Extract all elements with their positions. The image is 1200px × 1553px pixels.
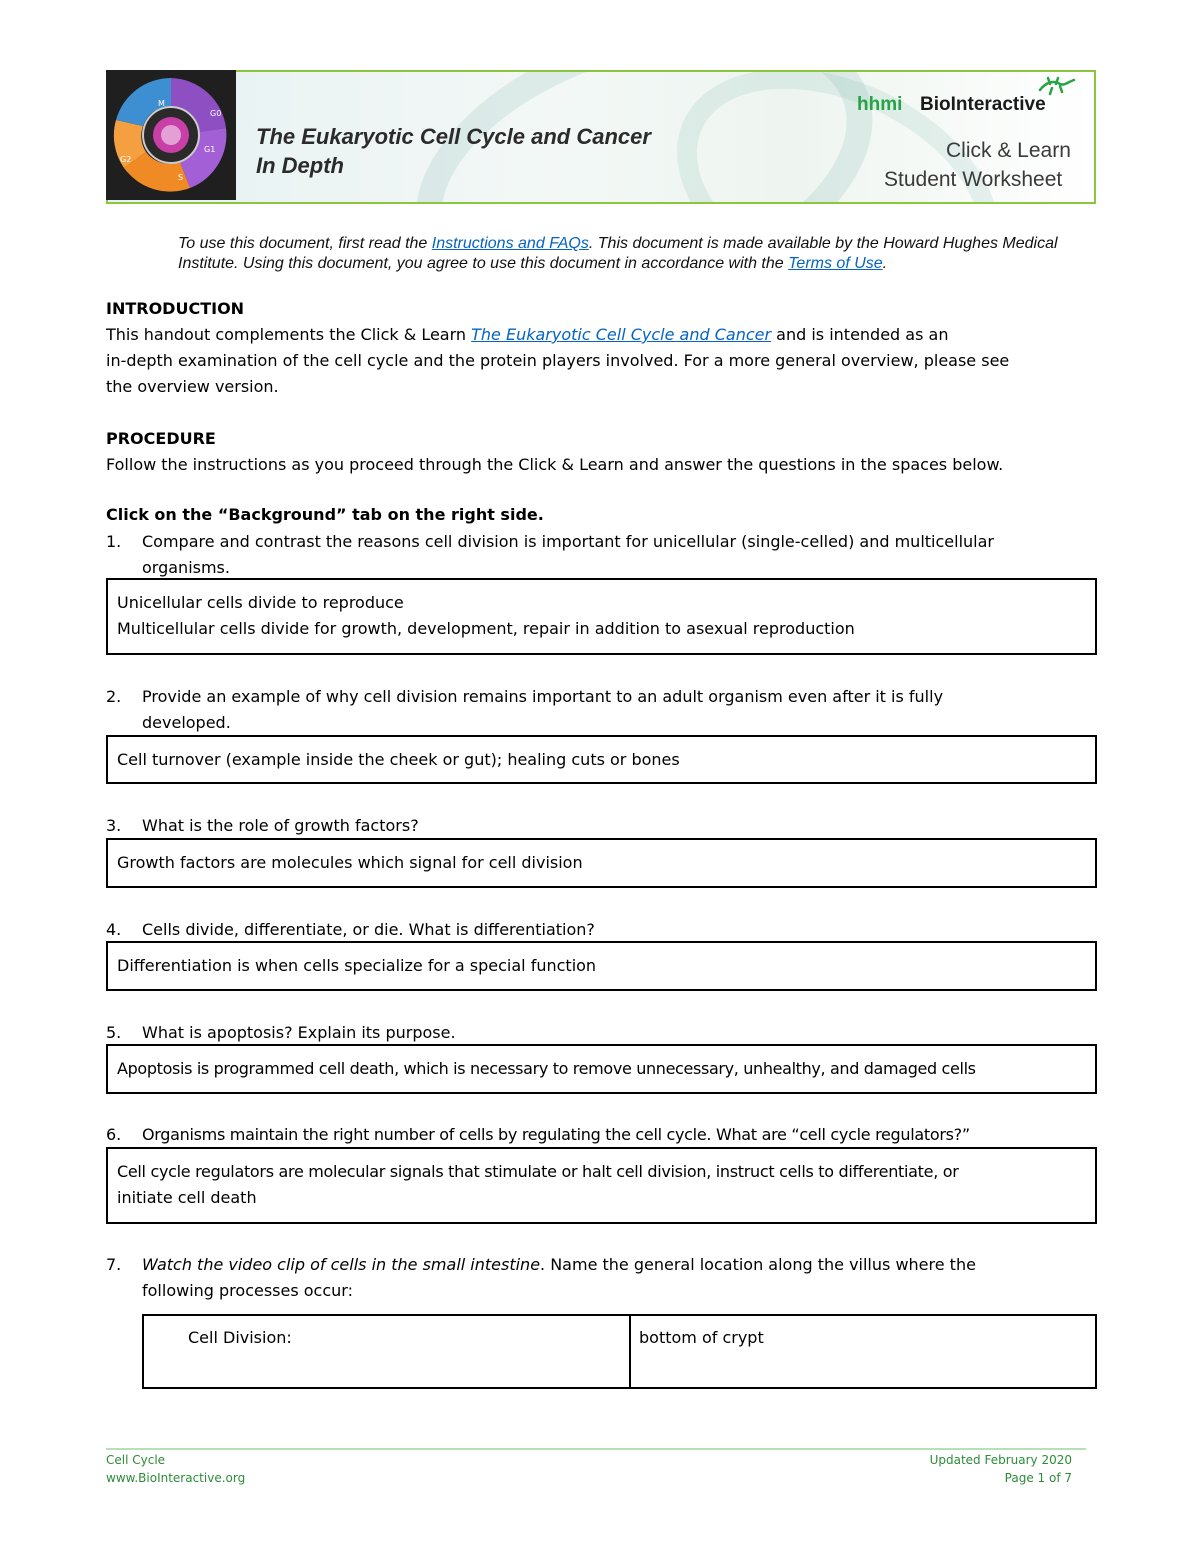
logo-label: G2 [120,155,132,164]
logo-label: M [158,99,165,108]
footer-left-title: Cell Cycle [106,1453,166,1467]
logo-label: S [178,173,184,182]
introduction-heading: INTRODUCTION [106,299,245,318]
footer-website: www.BioInteractive.org [106,1471,246,1485]
answer-text: Growth factors are molecules which signal for cell division [117,853,583,872]
worksheet-title [256,122,651,180]
hhmi-logo-text: hhmi [857,94,903,115]
biointeractive-logo-text: BioInteractive [920,94,1046,115]
question-text: What is the role of growth factors? [142,816,419,835]
question-text: Provide an example of why cell division remains important to an adult organism even after it is fully [142,687,944,706]
instructions-link[interactable]: Instructions and FAQs [431,235,589,252]
question-number: 6. [106,1125,122,1144]
answer-box-2[interactable] [106,735,1097,784]
question-number: 2. [106,687,122,706]
answer-text: Unicellular cells divide to reproduce [117,593,404,612]
question-number: 5. [106,1023,122,1042]
question-6 [106,1122,1096,1148]
table-row [143,1315,1096,1388]
logo-label: G1 [204,145,216,154]
table-cell-label: Cell Division: [143,1315,630,1388]
answer-text: Differentiation is when cells specialize for a special function [117,956,597,975]
usage-note: To use this document, first read the Instructions and FAQs. This document is made available by the Howard Hughes Medical Institute. Using this document, you agree to use this document in accordance with the Terms of Use. [178,235,1058,272]
question-text: What is apoptosis? Explain its purpose. [142,1023,456,1042]
question-text: . Name the general location along the villus where the [540,1255,976,1274]
logo-label: G0 [210,109,222,118]
question-text: organisms. [142,558,230,577]
footer-divider [106,1448,1086,1450]
answer-text: initiate cell death [117,1188,257,1207]
answer-box-1[interactable] [106,578,1097,655]
cell-cycle-logo [106,70,236,200]
title-line: The Eukaryotic Cell Cycle and Cancer [256,124,651,149]
answer-text: Apoptosis is programmed cell death, which is necessary to remove unnecessary, unhealthy, and damaged cells [117,1059,976,1078]
question-number: 3. [106,816,122,835]
answer-table-7 [142,1314,1097,1389]
question-text: Compare and contrast the reasons cell division is important for unicellular (single-celled) and multicellular [142,532,994,551]
question-text-italic: Watch the video clip of cells in the small intestine [142,1255,541,1274]
question-text: following processes occur: [142,1281,353,1300]
section-instruction: Click on the “Background” tab on the right side. [106,505,544,524]
question-number: 7. [106,1255,122,1274]
footer-updated-date: Updated February 2020 [929,1453,1072,1467]
introduction-section [106,296,1096,400]
resource-subtype: Student Worksheet [884,168,1063,191]
table-cell-answer[interactable]: bottom of crypt [630,1315,1096,1388]
answer-box-4[interactable] [106,941,1097,991]
question-text: Organisms maintain the right number of cells by regulating the cell cycle. What are “cell cycle regulators?” [142,1125,970,1144]
answer-text: Multicellular cells divide for growth, development, repair in addition to asexual reproduction [117,619,855,638]
question-number: 1. [106,532,122,551]
procedure-section [106,426,1096,478]
answer-box-6[interactable] [106,1147,1097,1224]
answer-box-3[interactable] [106,838,1097,888]
footer-page-number: Page 1 of 7 [1004,1471,1072,1485]
question-text: developed. [142,713,231,732]
introduction-text: in-depth examination of the cell cycle and the protein players involved. For a more general overview, please see [106,351,1010,370]
introduction-text: the overview version. [106,377,279,396]
terms-of-use-link[interactable]: Terms of Use [788,255,883,272]
answer-text: Cell turnover (example inside the cheek or gut); healing cuts or bones [117,750,680,769]
click-and-learn-link[interactable]: The Eukaryotic Cell Cycle and Cancer [471,325,772,344]
procedure-text: Follow the instructions as you proceed through the Click & Learn and answer the questions in the spaces below. [106,455,1004,474]
question-7 [106,1252,1096,1304]
answer-text: Cell cycle regulators are molecular signals that stimulate or halt cell division, instruct cells to differentiate, or [117,1162,959,1181]
question-text: Cells divide, differentiate, or die. What is differentiation? [142,920,595,939]
introduction-text: This handout complements the Click & Learn The Eukaryotic Cell Cycle and Cancer and is intended as an [106,325,949,344]
question-number: 4. [106,920,122,939]
cell-cycle-diagram-icon [106,70,236,200]
question-4 [106,917,1096,943]
procedure-heading: PROCEDURE [106,429,216,448]
answer-box-5[interactable] [106,1044,1097,1094]
question-1 [106,529,1096,581]
title-line: In Depth [256,153,344,178]
question-3 [106,813,1096,839]
question-2 [106,684,1096,736]
resource-type: Click & Learn [946,139,1071,162]
question-5 [106,1020,1096,1046]
